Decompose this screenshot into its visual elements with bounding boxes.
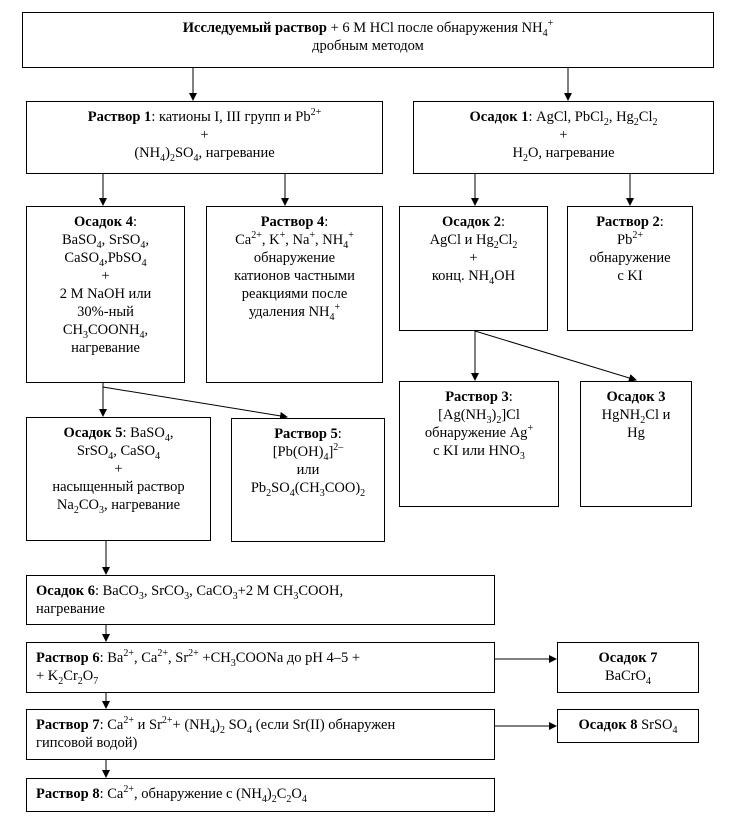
box-precipitate-4: Осадок 4: BaSO$_4$, SrSO$_4$, CaSO$_4$,PbSO$_4$ + 2 М NaOH или 30%-ный $CH_3COONH_4$, нагревание [26, 206, 185, 383]
arrow-o2-to-o3 [475, 331, 636, 380]
box-initial-solution-title: Исследуемый раствор [182, 20, 327, 36]
box-precipitate-6: Осадок 6: BaCO$_3$, SrCO$_3$, CaCO$_3$+2 М $CH_3COOH$, нагревание [26, 575, 495, 625]
box-solution-8: Раствор 8: $Ca^{2+}$, обнаружение с $(NH_4)_2C_2O_4$ [26, 778, 495, 812]
box-solution-6: Раствор 6: $Ba^{2+}$, $Ca^{2+}$, $Sr^{2+}$ $+CH_3COONa$ до pH 4–5 + + $K_2Cr_2O_7$ [26, 642, 495, 693]
box-solution-2: Раствор 2: $Pb^{2+}$ обнаружение с KI [567, 206, 693, 331]
box-precipitate-2: Осадок 2: AgCl и $Hg_2Cl_2$ + конц. $NH_4OH$ [399, 206, 548, 331]
box-solution-4: Раствор 4: $Ca^{2+}$, K+, Na+, $NH_4^+$ обнаружение катионов частными реакциями после удаления $NH_4^+$ [206, 206, 383, 383]
box-initial-solution: Исследуемый раствор + 6 М HCl после обнаружения $NH_4^+$ дробным методом [22, 12, 714, 68]
box-precipitate-5: Осадок 5: BaSO$_4$, SrSO$_4$, CaSO$_4$ + насыщенный раствор $Na_2CO_3$, нагревание [26, 417, 211, 541]
arrow-o4-to-r5 [103, 387, 287, 417]
box-solution-3: Раствор 3: $[Ag(NH_3)_2]Cl$ обнаружение Ag+ с KI или $HNO_3$ [399, 381, 559, 507]
box-precipitate-8: Осадок 8 SrSO$_4$ [557, 709, 699, 743]
box-precipitate-3: Осадок 3 HgNH$_2$Cl и Hg [580, 381, 692, 507]
box-precipitate-1: Осадок 1: AgCl, PbCl$_2$, $Hg_2Cl_2$ + $H_2O$, нагревание [413, 101, 714, 174]
box-solution-1: Раствор 1: катионы I, III групп и $Pb^{2+}$ + $(NH_4)_2SO_4$, нагревание [26, 101, 383, 174]
box-solution-5: Раствор 5: $[Pb(OH)_4]^{2-}$ или $Pb_2SO_4(CH_3COO)_2$ [231, 418, 385, 542]
box-precipitate-7: Осадок 7 BaCrO$_4$ [557, 642, 699, 693]
box-solution-7: Раствор 7: $Ca^{2+}$ и $Sr^{2+}+ (NH_4)_2$ $SO_4$ (если Sr(II) обнаружен гипсовой водой) [26, 709, 495, 760]
